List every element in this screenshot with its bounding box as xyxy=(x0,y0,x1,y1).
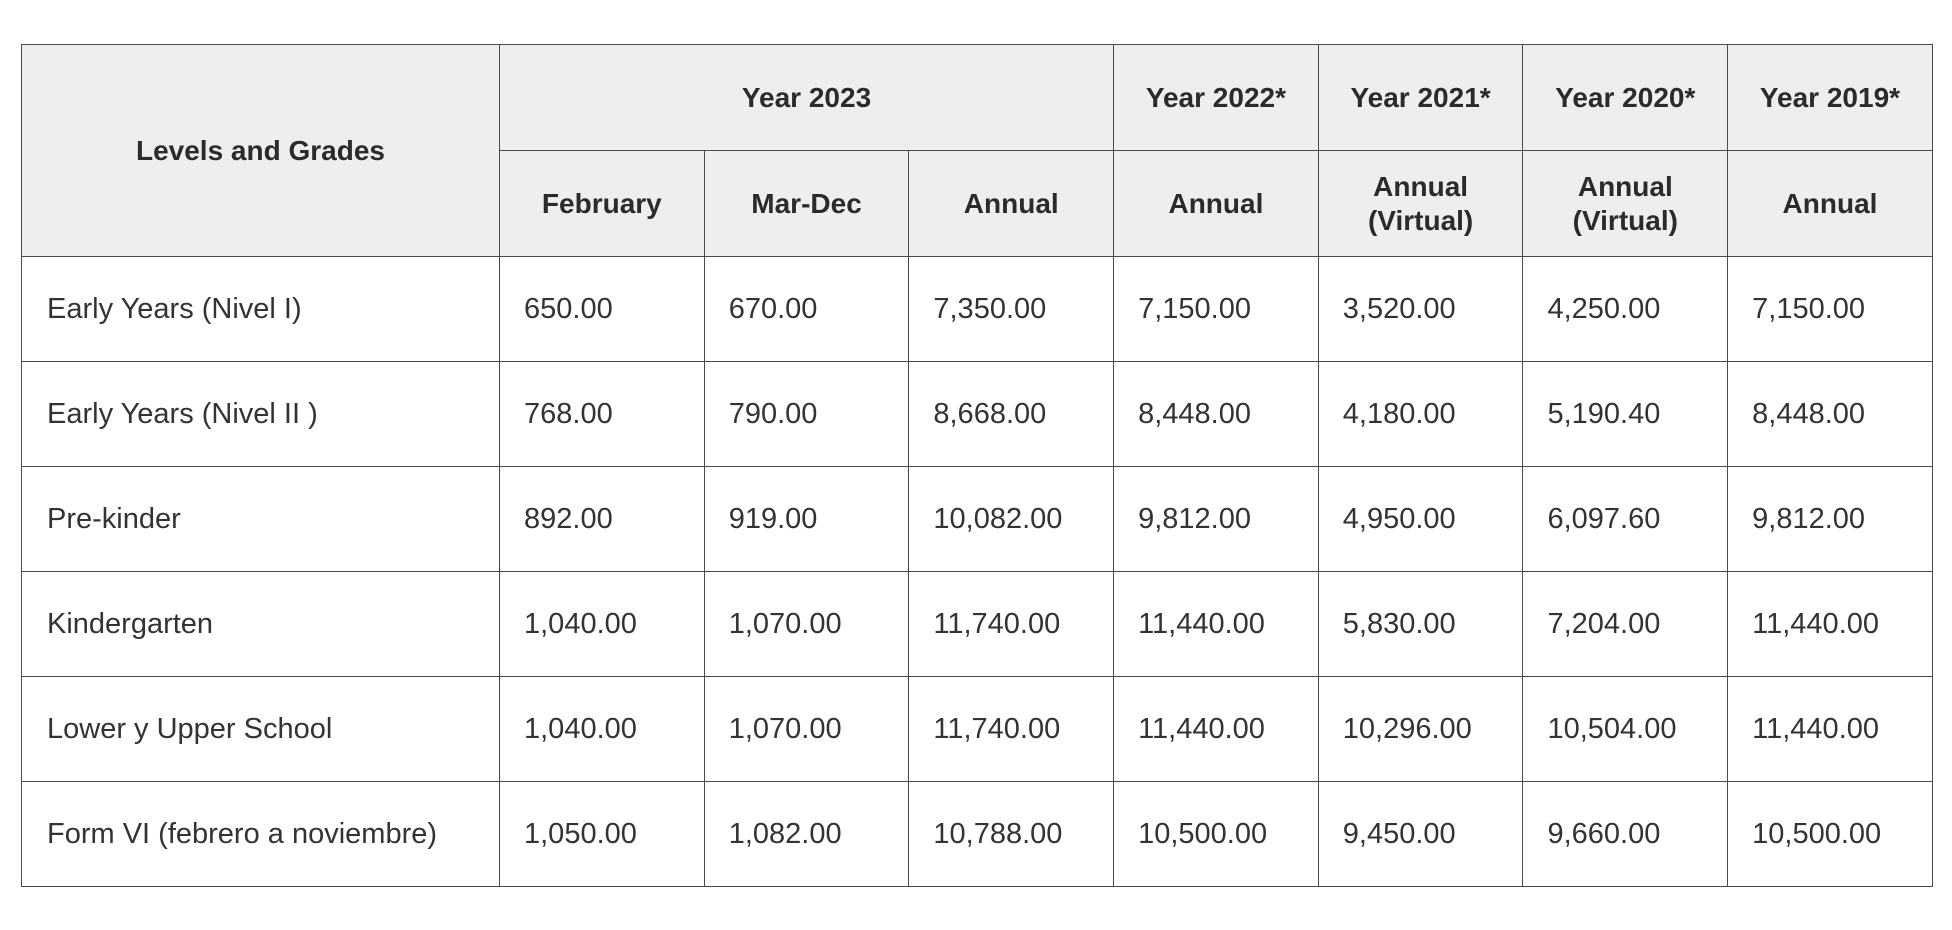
cell-annual-2023: 8,668.00 xyxy=(909,362,1114,467)
cell-annual-virtual-2021: 4,950.00 xyxy=(1318,467,1523,572)
cell-mar-dec: 670.00 xyxy=(704,257,909,362)
row-level-label: Lower y Upper School xyxy=(22,677,500,782)
header-february: February xyxy=(500,151,705,257)
header-annual-virtual-2021 xyxy=(1318,151,1523,257)
header-annual-virtual-2020-line2: (Virtual) xyxy=(1572,204,1678,236)
header-annual-virtual-2021-line1: Annual xyxy=(1373,170,1469,202)
cell-mar-dec: 1,070.00 xyxy=(704,677,909,782)
cell-annual-2023: 7,350.00 xyxy=(909,257,1114,362)
header-mar-dec: Mar-Dec xyxy=(704,151,909,257)
cell-annual-virtual-2021: 10,296.00 xyxy=(1318,677,1523,782)
table-header xyxy=(22,45,1933,257)
cell-annual-2019: 7,150.00 xyxy=(1728,257,1933,362)
cell-annual-2022: 11,440.00 xyxy=(1114,677,1319,782)
cell-annual-2022: 10,500.00 xyxy=(1114,782,1319,887)
table-row xyxy=(22,572,1933,677)
cell-february: 768.00 xyxy=(500,362,705,467)
cell-mar-dec: 790.00 xyxy=(704,362,909,467)
header-year-2023: Year 2023 xyxy=(500,45,1114,151)
cell-annual-virtual-2020: 5,190.40 xyxy=(1523,362,1728,467)
cell-annual-virtual-2020: 9,660.00 xyxy=(1523,782,1728,887)
header-annual-virtual-2021-line2: (Virtual) xyxy=(1367,204,1474,236)
cell-annual-virtual-2020: 6,097.60 xyxy=(1523,467,1728,572)
row-level-label: Pre-kinder xyxy=(22,467,500,572)
cell-february: 650.00 xyxy=(500,257,705,362)
table-body xyxy=(22,257,1933,887)
cell-annual-2022: 8,448.00 xyxy=(1114,362,1319,467)
cell-february: 892.00 xyxy=(500,467,705,572)
cell-annual-2019: 11,440.00 xyxy=(1728,572,1933,677)
cell-annual-2022: 7,150.00 xyxy=(1114,257,1319,362)
cell-annual-2023: 11,740.00 xyxy=(909,572,1114,677)
cell-february: 1,050.00 xyxy=(500,782,705,887)
cell-annual-virtual-2021: 3,520.00 xyxy=(1318,257,1523,362)
table-row xyxy=(22,257,1933,362)
cell-annual-2019: 11,440.00 xyxy=(1728,677,1933,782)
cell-annual-2023: 11,740.00 xyxy=(909,677,1114,782)
cell-annual-virtual-2021: 5,830.00 xyxy=(1318,572,1523,677)
cell-annual-virtual-2020: 10,504.00 xyxy=(1523,677,1728,782)
row-level-label: Kindergarten xyxy=(22,572,500,677)
header-year-2021: Year 2021* xyxy=(1318,45,1523,151)
header-year-2022: Year 2022* xyxy=(1114,45,1319,151)
cell-annual-2019: 9,812.00 xyxy=(1728,467,1933,572)
cell-annual-2023: 10,788.00 xyxy=(909,782,1114,887)
header-levels-and-grades: Levels and Grades xyxy=(22,45,500,257)
table-row xyxy=(22,677,1933,782)
tuition-fees-table xyxy=(21,44,1933,887)
cell-mar-dec: 1,070.00 xyxy=(704,572,909,677)
table-row xyxy=(22,782,1933,887)
cell-annual-virtual-2020: 4,250.00 xyxy=(1523,257,1728,362)
cell-annual-2022: 11,440.00 xyxy=(1114,572,1319,677)
cell-annual-2019: 10,500.00 xyxy=(1728,782,1933,887)
cell-annual-2022: 9,812.00 xyxy=(1114,467,1319,572)
header-annual-virtual-2020 xyxy=(1523,151,1728,257)
header-annual-2023: Annual xyxy=(909,151,1114,257)
cell-annual-2023: 10,082.00 xyxy=(909,467,1114,572)
cell-mar-dec: 919.00 xyxy=(704,467,909,572)
cell-february: 1,040.00 xyxy=(500,572,705,677)
header-year-2020: Year 2020* xyxy=(1523,45,1728,151)
header-row-years xyxy=(22,45,1933,151)
header-year-2019: Year 2019* xyxy=(1728,45,1933,151)
cell-annual-2019: 8,448.00 xyxy=(1728,362,1933,467)
header-annual-virtual-2020-line1: Annual xyxy=(1577,170,1673,202)
row-level-label: Early Years (Nivel I) xyxy=(22,257,500,362)
cell-annual-virtual-2021: 9,450.00 xyxy=(1318,782,1523,887)
cell-mar-dec: 1,082.00 xyxy=(704,782,909,887)
header-annual-2019: Annual xyxy=(1728,151,1933,257)
table-row xyxy=(22,362,1933,467)
row-level-label: Early Years (Nivel II ) xyxy=(22,362,500,467)
table-row xyxy=(22,467,1933,572)
cell-february: 1,040.00 xyxy=(500,677,705,782)
header-annual-2022: Annual xyxy=(1114,151,1319,257)
cell-annual-virtual-2020: 7,204.00 xyxy=(1523,572,1728,677)
cell-annual-virtual-2021: 4,180.00 xyxy=(1318,362,1523,467)
row-level-label: Form VI (febrero a noviembre) xyxy=(22,782,500,887)
